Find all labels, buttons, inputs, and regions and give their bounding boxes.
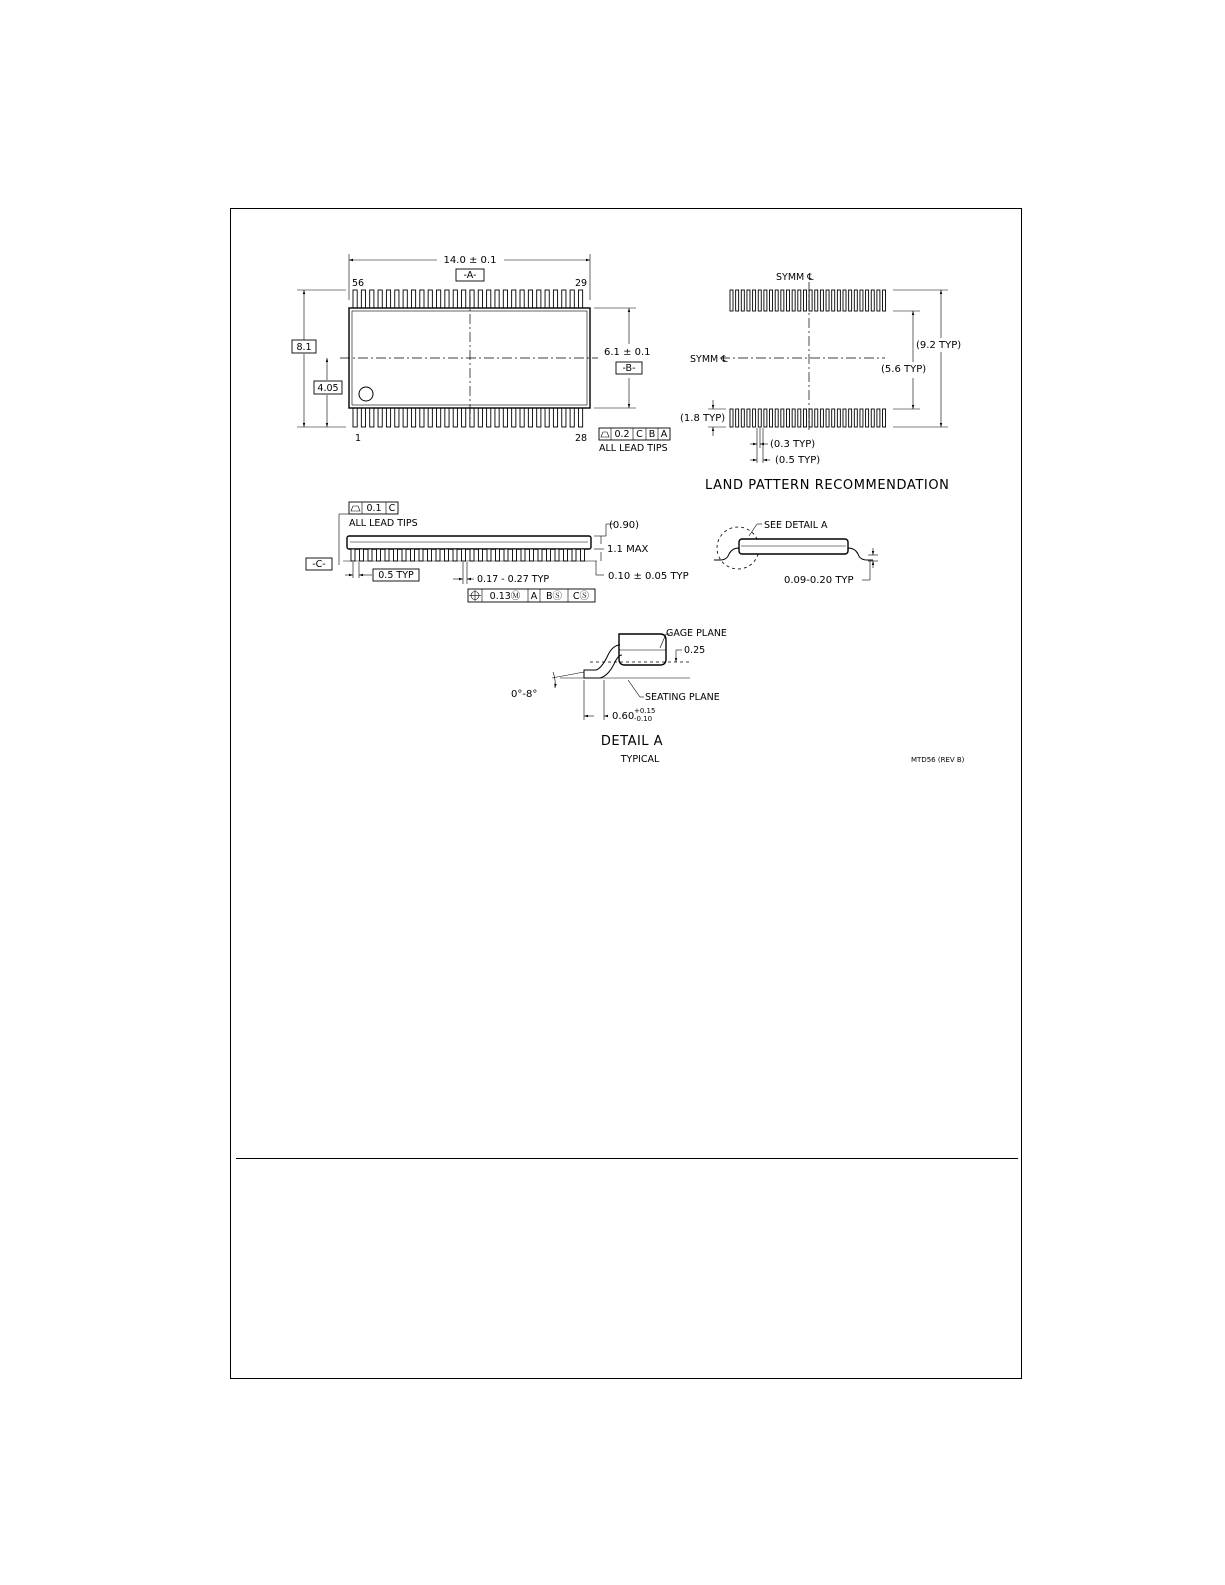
lead-bottom-19 bbox=[503, 408, 507, 427]
lead-top-31 bbox=[562, 290, 566, 308]
side-lead bbox=[479, 549, 483, 561]
land-pad-bottom bbox=[843, 409, 846, 427]
position-value: 0.13Ⓜ bbox=[489, 591, 521, 602]
land-pad-top bbox=[826, 290, 829, 311]
side-lead bbox=[419, 549, 423, 561]
land-pad-bottom bbox=[736, 409, 739, 427]
detail-a-subtitle: TYPICAL bbox=[620, 754, 660, 765]
land-pad-top bbox=[798, 290, 801, 311]
land-pad-bottom bbox=[815, 409, 818, 427]
land-pad-bottom bbox=[849, 409, 852, 427]
land-pad-bottom bbox=[826, 409, 829, 427]
detail-a-view bbox=[511, 628, 727, 765]
side-lead bbox=[470, 549, 474, 561]
half-width-dim: 4.05 bbox=[317, 383, 339, 394]
land-pads-upper bbox=[730, 290, 886, 311]
land-pad-bottom bbox=[758, 409, 761, 427]
side-lead-tip-note: ALL LEAD TIPS bbox=[349, 518, 418, 529]
side-lead bbox=[377, 549, 381, 561]
land-pad-bottom bbox=[883, 409, 886, 427]
lead-bottom-6 bbox=[395, 408, 399, 427]
lead-top-37 bbox=[512, 290, 516, 308]
body-thickness-dim: (0.90) bbox=[609, 520, 640, 531]
gage-plane-label: GAGE PLANE bbox=[666, 628, 727, 639]
side-lead bbox=[521, 549, 525, 561]
pin-56-label: 56 bbox=[352, 278, 365, 289]
see-detail-a: SEE DETAIL A bbox=[764, 520, 828, 531]
lead-bottom-8 bbox=[411, 408, 415, 427]
land-pad-top bbox=[758, 290, 761, 311]
land-pad-bottom bbox=[753, 409, 756, 427]
lead-tip-tolerance-frame bbox=[599, 428, 670, 440]
lead-bottom-10 bbox=[428, 408, 432, 427]
land-pad-bottom bbox=[792, 409, 795, 427]
land-pad-bottom bbox=[730, 409, 733, 427]
land-pattern-view bbox=[680, 272, 961, 493]
lead-bottom-14 bbox=[462, 408, 466, 427]
land-pad-top bbox=[866, 290, 869, 311]
side-lead bbox=[504, 549, 508, 561]
lead-tip-tol-datum-1: C bbox=[636, 429, 643, 440]
land-pad-bottom bbox=[832, 409, 835, 427]
lead-bottom-20 bbox=[512, 408, 516, 427]
end-view-right-lead bbox=[848, 548, 873, 560]
land-pad-top bbox=[747, 290, 750, 311]
land-pad-top bbox=[815, 290, 818, 311]
lead-top-29 bbox=[578, 290, 582, 308]
datum-a: -A- bbox=[463, 270, 477, 281]
angle-dim: 0°-8° bbox=[511, 689, 538, 700]
side-lead bbox=[462, 549, 466, 561]
land-pad-bottom bbox=[854, 409, 857, 427]
lead-bottom-2 bbox=[361, 408, 365, 427]
max-height-dim: 1.1 MAX bbox=[607, 544, 649, 555]
standoff-dim: 0.10 ± 0.05 TYP bbox=[608, 571, 689, 582]
pad-length-dim: (1.8 TYP) bbox=[680, 413, 726, 424]
land-pad-top bbox=[877, 290, 880, 311]
lead-bottom-28 bbox=[578, 408, 582, 427]
land-pad-bottom bbox=[787, 409, 790, 427]
lead-top-38 bbox=[503, 290, 507, 308]
pad-width-dim: (0.3 TYP) bbox=[770, 439, 816, 450]
side-lead bbox=[428, 549, 432, 561]
side-body bbox=[347, 536, 591, 549]
position-datum-c: CⓈ bbox=[572, 591, 590, 602]
lead-tip-tol-value: 0.2 bbox=[614, 429, 630, 440]
lead-top-56 bbox=[353, 290, 357, 308]
lead-top-41 bbox=[478, 290, 482, 308]
land-pad-top bbox=[820, 290, 823, 311]
land-pad-top bbox=[736, 290, 739, 311]
lead-bottom-22 bbox=[528, 408, 532, 427]
lead-top-50 bbox=[403, 290, 407, 308]
lead-bottom-3 bbox=[370, 408, 374, 427]
side-lead bbox=[351, 549, 355, 561]
lead-top-52 bbox=[386, 290, 390, 308]
land-pad-bottom bbox=[877, 409, 880, 427]
lead-bottom-25 bbox=[553, 408, 557, 427]
land-pad-bottom bbox=[871, 409, 874, 427]
land-pad-bottom bbox=[775, 409, 778, 427]
land-pad-bottom bbox=[803, 409, 806, 427]
side-lead bbox=[581, 549, 585, 561]
land-pad-top bbox=[803, 290, 806, 311]
land-pad-bottom bbox=[741, 409, 744, 427]
side-lead bbox=[385, 549, 389, 561]
land-pad-top bbox=[741, 290, 744, 311]
lead-width-dim: 0.17 - 0.27 TYP bbox=[477, 574, 550, 585]
side-lead bbox=[368, 549, 372, 561]
lead-top-48 bbox=[420, 290, 424, 308]
side-lead bbox=[394, 549, 398, 561]
lead-top-47 bbox=[428, 290, 432, 308]
detail-a-title: DETAIL A bbox=[600, 734, 664, 749]
side-lead bbox=[513, 549, 517, 561]
lead-bottom-11 bbox=[437, 408, 441, 427]
land-pad-top bbox=[832, 290, 835, 311]
land-pad-bottom bbox=[747, 409, 750, 427]
lead-bottom-7 bbox=[403, 408, 407, 427]
lead-top-39 bbox=[495, 290, 499, 308]
lead-top-33 bbox=[545, 290, 549, 308]
lead-top-34 bbox=[537, 290, 541, 308]
gage-dim: 0.25 bbox=[684, 645, 706, 656]
land-pad-bottom bbox=[770, 409, 773, 427]
pin-28-label: 28 bbox=[575, 433, 588, 444]
side-lead bbox=[547, 549, 551, 561]
inner-dim: (5.6 TYP) bbox=[881, 364, 927, 375]
land-pad-top bbox=[781, 290, 784, 311]
land-pad-top bbox=[837, 290, 840, 311]
lead-top-45 bbox=[445, 290, 449, 308]
detail-body bbox=[619, 634, 666, 665]
land-pad-top bbox=[883, 290, 886, 311]
symm-top-label: SYMM ℄ bbox=[776, 272, 814, 283]
lead-bottom-18 bbox=[495, 408, 499, 427]
lead-bottom-23 bbox=[537, 408, 541, 427]
land-pad-top bbox=[787, 290, 790, 311]
pin-29-label: 29 bbox=[575, 278, 588, 289]
land-pad-top bbox=[792, 290, 795, 311]
lead-top-49 bbox=[411, 290, 415, 308]
lead-bottom-21 bbox=[520, 408, 524, 427]
body-width-dim: 6.1 ± 0.1 bbox=[604, 347, 651, 358]
land-pad-bottom bbox=[781, 409, 784, 427]
side-lead bbox=[564, 549, 568, 561]
lead-bottom-27 bbox=[570, 408, 574, 427]
lead-bottom-9 bbox=[420, 408, 424, 427]
side-lead bbox=[445, 549, 449, 561]
lead-thickness-dim: 0.09-0.20 TYP bbox=[784, 575, 854, 586]
top-leads-lower bbox=[353, 408, 583, 427]
coplanarity-tolerance-frame bbox=[349, 502, 398, 514]
end-view-left-lead bbox=[714, 548, 739, 560]
top-leads-upper bbox=[353, 290, 583, 308]
land-pad-bottom bbox=[866, 409, 869, 427]
lead-bottom-4 bbox=[378, 408, 382, 427]
land-pad-bottom bbox=[860, 409, 863, 427]
lead-top-30 bbox=[570, 290, 574, 308]
land-pad-bottom bbox=[764, 409, 767, 427]
lead-top-43 bbox=[462, 290, 466, 308]
lead-top-53 bbox=[378, 290, 382, 308]
foot-length-dim: 0.60 bbox=[612, 711, 635, 722]
lead-top-42 bbox=[470, 290, 474, 308]
coplanarity-value: 0.1 bbox=[366, 503, 382, 514]
lead-bottom-26 bbox=[562, 408, 566, 427]
land-pad-bottom bbox=[837, 409, 840, 427]
foot-length-tol-plus: +0.15 bbox=[634, 707, 656, 715]
land-pad-top bbox=[860, 290, 863, 311]
side-lead bbox=[453, 549, 457, 561]
land-pad-top bbox=[770, 290, 773, 311]
lead-top-35 bbox=[528, 290, 532, 308]
side-lead bbox=[572, 549, 576, 561]
land-pattern-title: LAND PATTERN RECOMMENDATION bbox=[705, 478, 950, 493]
lead-top-46 bbox=[437, 290, 441, 308]
lead-top-54 bbox=[370, 290, 374, 308]
land-pad-top bbox=[730, 290, 733, 311]
side-leads bbox=[351, 549, 585, 561]
top-view bbox=[292, 254, 670, 454]
land-pad-top bbox=[871, 290, 874, 311]
side-lead bbox=[487, 549, 491, 561]
side-view bbox=[306, 502, 689, 602]
foot-length-tol-minus: -0.10 bbox=[634, 715, 653, 723]
datum-b: -B- bbox=[622, 363, 636, 374]
side-lead bbox=[530, 549, 534, 561]
symm-left-label: SYMM ℄ bbox=[690, 354, 728, 365]
overall-width-dim: 8.1 bbox=[296, 342, 312, 353]
lead-bottom-17 bbox=[487, 408, 491, 427]
land-pads-lower bbox=[730, 409, 886, 427]
side-pitch-dim: 0.5 TYP bbox=[378, 570, 414, 581]
side-lead bbox=[436, 549, 440, 561]
side-lead bbox=[411, 549, 415, 561]
side-lead bbox=[555, 549, 559, 561]
lead-tip-note: ALL LEAD TIPS bbox=[599, 443, 668, 454]
pin-1-label: 1 bbox=[355, 433, 362, 444]
lead-tip-tol-datum-3: A bbox=[660, 429, 668, 440]
lead-tip-tol-datum-2: B bbox=[648, 429, 656, 440]
lead-top-51 bbox=[395, 290, 399, 308]
lead-top-32 bbox=[553, 290, 557, 308]
detail-lead bbox=[584, 645, 622, 678]
lead-top-44 bbox=[453, 290, 457, 308]
land-pad-bottom bbox=[820, 409, 823, 427]
land-pad-top bbox=[849, 290, 852, 311]
lead-bottom-16 bbox=[478, 408, 482, 427]
land-pad-top bbox=[775, 290, 778, 311]
position-datum-a: A bbox=[530, 591, 538, 602]
lead-bottom-24 bbox=[545, 408, 549, 427]
datum-c: -C- bbox=[312, 559, 326, 570]
drawing-number: MTD56 (REV B) bbox=[911, 756, 965, 764]
land-pad-top bbox=[764, 290, 767, 311]
lead-top-55 bbox=[361, 290, 365, 308]
lead-bottom-13 bbox=[453, 408, 457, 427]
seating-plane-label: SEATING PLANE bbox=[645, 692, 720, 703]
position-datum-b: BⓈ bbox=[545, 591, 563, 602]
lead-bottom-15 bbox=[470, 408, 474, 427]
side-lead bbox=[496, 549, 500, 561]
end-view-body bbox=[739, 539, 848, 554]
lead-bottom-12 bbox=[445, 408, 449, 427]
land-pad-top bbox=[854, 290, 857, 311]
lead-bottom-5 bbox=[386, 408, 390, 427]
land-pad-bottom bbox=[798, 409, 801, 427]
pitch-dim: (0.5 TYP) bbox=[775, 455, 821, 466]
lead-bottom-1 bbox=[353, 408, 357, 427]
side-lead bbox=[360, 549, 364, 561]
coplanarity-datum: C bbox=[388, 503, 396, 514]
outer-dim: (9.2 TYP) bbox=[916, 340, 962, 351]
land-pad-top bbox=[753, 290, 756, 311]
side-lead bbox=[538, 549, 542, 561]
land-pad-top bbox=[843, 290, 846, 311]
land-pad-bottom bbox=[809, 409, 812, 427]
length-dim: 14.0 ± 0.1 bbox=[443, 255, 497, 266]
lead-top-36 bbox=[520, 290, 524, 308]
end-view bbox=[714, 520, 878, 586]
lead-top-40 bbox=[487, 290, 491, 308]
position-tolerance-frame bbox=[468, 589, 595, 602]
land-pad-top bbox=[809, 290, 812, 311]
side-lead bbox=[402, 549, 406, 561]
